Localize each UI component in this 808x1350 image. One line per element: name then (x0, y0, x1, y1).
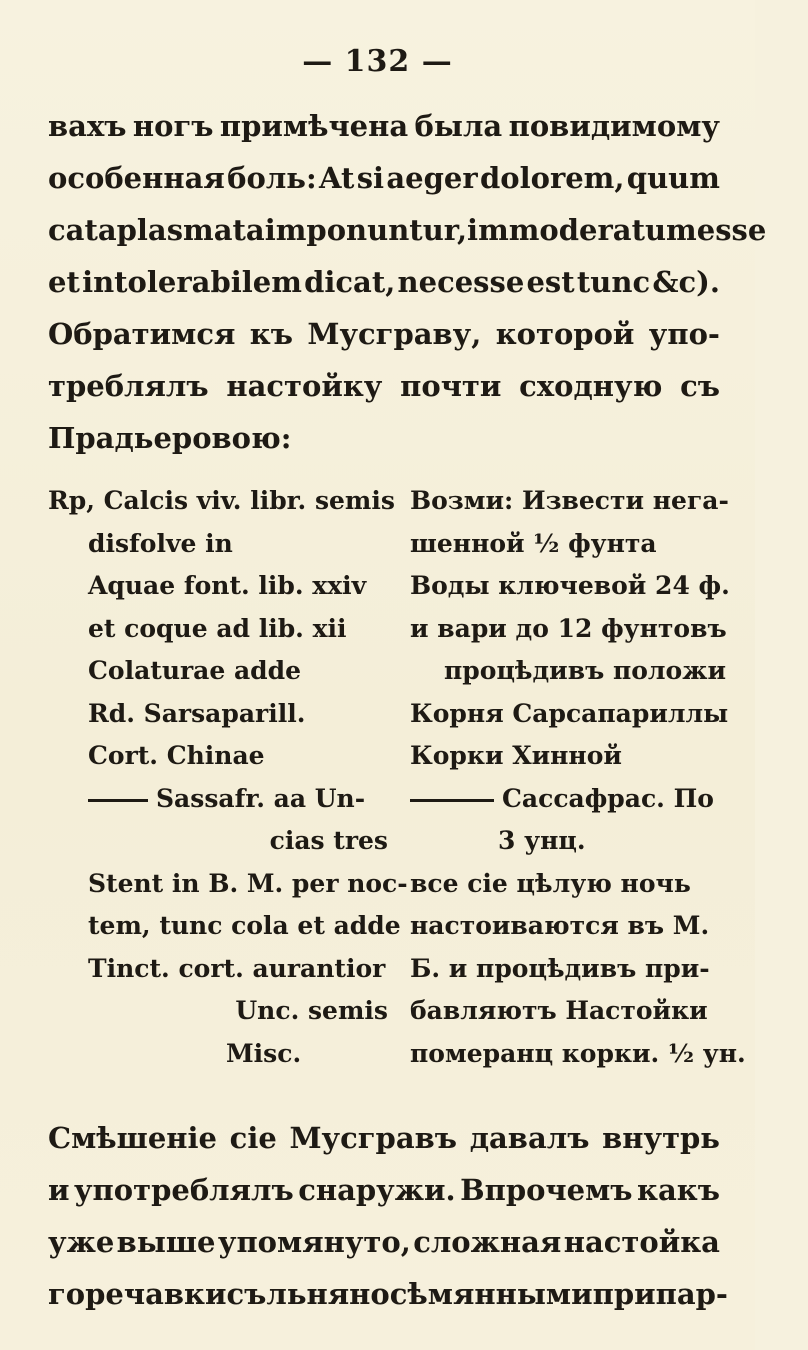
word: aeger (386, 161, 478, 195)
closing-paragraph (48, 1112, 728, 1320)
ditto-dash (88, 799, 148, 802)
recipe-latin: Aquae font. lib. xxiv (88, 571, 367, 600)
recipe-row (48, 608, 727, 651)
recipe-row (48, 820, 720, 863)
page-number: — 132 — (302, 44, 453, 79)
word: настойка (563, 1225, 720, 1259)
recipe-latin: Colaturae adde (88, 656, 302, 685)
word: упомянуто, (217, 1225, 411, 1259)
recipe-row (48, 693, 729, 736)
recipe-russian: Воды ключевой 24 ф. (410, 571, 730, 600)
recipe-russian: Сассафрас. По (502, 783, 714, 813)
intro-paragraph (48, 100, 767, 464)
text-line (48, 100, 720, 152)
text-line (48, 1164, 720, 1216)
word: треблялъ (48, 369, 209, 403)
recipe-russian: и вари до 12 фунтовъ (410, 613, 727, 643)
word: dicat, (304, 265, 396, 299)
word: повидимому (508, 109, 720, 143)
word: которой (495, 317, 635, 351)
text-line (48, 412, 720, 464)
recipe-row (48, 650, 727, 693)
recipe-row (48, 948, 720, 991)
word: cataplasmata (48, 213, 265, 247)
word: et (48, 265, 80, 299)
word: At (319, 161, 355, 195)
word: intolerabilem (82, 265, 302, 299)
text-line (48, 204, 767, 256)
word: immoderatum (467, 213, 697, 247)
recipe-russian: Возми: Извести нега- (410, 486, 729, 515)
word: и (48, 1173, 70, 1207)
word: Мусгравъ (289, 1121, 458, 1155)
word: припар- (592, 1277, 728, 1311)
recipe-latin: Cort. Chinae (88, 741, 265, 770)
recipe-latin: cias tres (269, 826, 388, 855)
word: quum (626, 161, 720, 195)
recipe-row (48, 778, 720, 821)
recipe-russian: Б. и процѣдивъ при- (410, 953, 710, 983)
recipe-latin: Unc. semis (235, 996, 388, 1025)
word: ногъ (132, 109, 214, 143)
recipe-row (48, 863, 720, 906)
recipe-latin: et coque ad lib. xii (88, 613, 347, 643)
word: Прадьеровою: (48, 421, 292, 455)
recipe-latin: Rd. Sarsaparill. (88, 698, 306, 728)
word: употреблялъ (73, 1173, 294, 1207)
recipe-table (48, 480, 746, 1075)
word: выше (116, 1225, 216, 1259)
word: сложная (413, 1225, 562, 1259)
word: est (526, 265, 575, 299)
word: особенная (48, 161, 225, 195)
recipe-latin: Sassafr. aa Un- (156, 783, 366, 813)
text-line (48, 360, 720, 412)
recipe-russian: шенной ½ фунта (410, 528, 657, 558)
text-line (48, 152, 720, 204)
text-line (48, 1216, 720, 1268)
text-line (48, 1112, 720, 1164)
ditto-dash (410, 799, 494, 802)
word: давалъ (469, 1121, 590, 1155)
word: esse (696, 213, 767, 247)
word: боль: (227, 161, 317, 195)
recipe-row (48, 735, 720, 778)
recipe-latin: Tinct. cort. aurantior (88, 953, 386, 983)
recipe-row (48, 990, 720, 1033)
recipe-russian-with-dash (410, 778, 720, 821)
word: вахъ (48, 109, 127, 143)
word: настойку (226, 369, 383, 403)
word: какъ (637, 1173, 720, 1207)
recipe-latin: Misc. (226, 1038, 302, 1068)
recipe-latin: disfolve in (88, 528, 233, 558)
recipe-row (48, 565, 730, 608)
word: внутрь (602, 1121, 720, 1155)
word: tunc (576, 265, 651, 299)
word: снаружи. (298, 1173, 456, 1207)
word: si (356, 161, 385, 195)
word: почти (400, 369, 502, 403)
recipe-russian: процѣдивъ положи (444, 656, 727, 685)
word: сіе (229, 1121, 277, 1155)
word: сходную (519, 369, 663, 403)
word: льняносѣмянными (266, 1277, 593, 1311)
word: imponuntur, (264, 213, 468, 247)
word: съ (680, 369, 720, 403)
word: dolorem, (479, 161, 625, 195)
recipe-russian: Корки Хинной (410, 741, 622, 770)
word: уже (48, 1225, 115, 1259)
word: примѣчена (219, 109, 409, 143)
word: съ (226, 1277, 267, 1311)
word: necesse (397, 265, 525, 299)
recipe-row (48, 523, 720, 566)
recipe-russian: померанц корки. ½ ун. (410, 1038, 746, 1068)
recipe-latin: Rp, Calcis viv. libr. semis (48, 486, 395, 515)
recipe-russian: бавляютъ Настойки (410, 996, 708, 1025)
recipe-row (48, 905, 720, 948)
word: упо- (648, 317, 720, 351)
word: Впрочемъ (460, 1173, 633, 1207)
text-line (48, 256, 720, 308)
word: къ (249, 317, 293, 351)
recipe-russian: настоиваются въ М. (410, 911, 710, 940)
recipe-russian: все сіе цѣлую ночь (410, 868, 691, 898)
recipe-row (48, 1033, 746, 1076)
recipe-latin-with-dash (48, 778, 433, 821)
word: Обратимся (48, 317, 236, 351)
recipe-row (48, 480, 729, 523)
recipe-latin: Stent in B. M. per noc- (88, 868, 408, 898)
word: была (414, 109, 503, 143)
recipe-latin: tem, tunc cola et adde (88, 911, 401, 940)
word: горечавки (48, 1277, 227, 1311)
recipe-russian: 3 унц. (498, 826, 586, 855)
word: &c). (652, 265, 720, 299)
word: Смѣшеніе (48, 1121, 217, 1155)
text-line (48, 1268, 728, 1320)
word: Мусграву, (307, 317, 482, 351)
text-line (48, 308, 720, 360)
recipe-russian: Корня Сарсапариллы (410, 698, 729, 728)
